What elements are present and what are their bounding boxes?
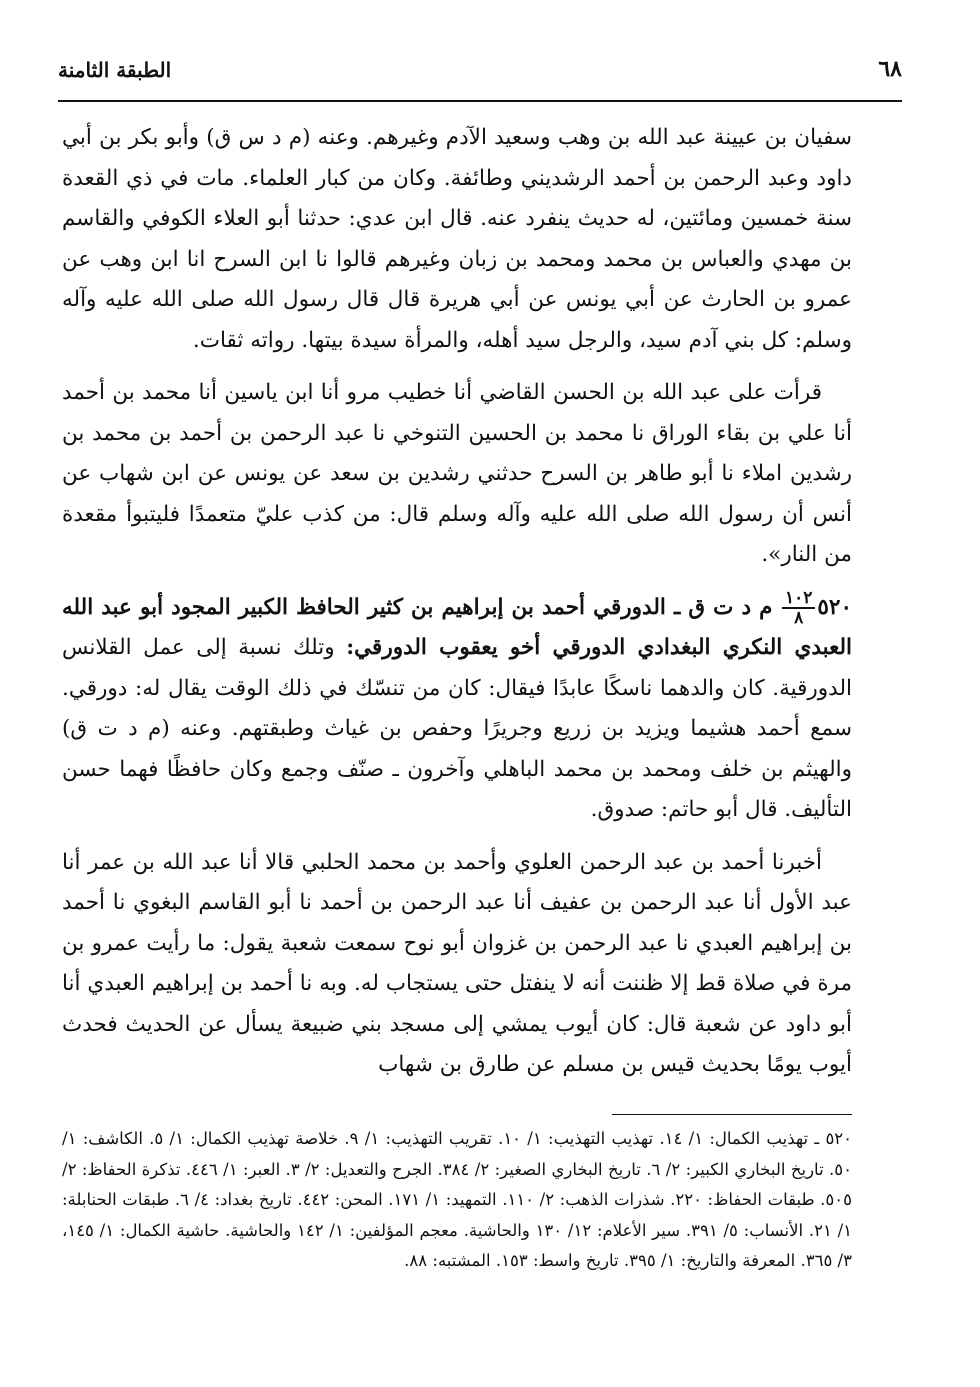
footnotes bbox=[62, 1124, 852, 1277]
page-number: ٦٨ bbox=[878, 56, 902, 82]
footnote-rule bbox=[612, 1114, 852, 1115]
main-text bbox=[62, 118, 852, 1098]
running-title: الطبقة الثامنة bbox=[58, 58, 172, 82]
paragraph-2: قرأت على عبد الله بن الحسن القاضي أنا خطيب مرو أنا ابن ياسين أنا محمد بن أحمد أنا علي بن بقاء الوراق نا محمد بن الحسين التنوخي نا عبد الرحمن بن أحمد بن محمد بن رشدين املاء نا أبو طاهر بن السرح حدثني رشدين بن سعد عن يونس عن ابن شهاب عن أنس أن رسول الله صلى الله عليه وآله وسلم قال: من كذب عليّ متعمدًا فليتبوأ مقعدة من النار». bbox=[62, 380, 852, 567]
entry-fraction bbox=[782, 589, 815, 627]
entry-heading: م د ت ق ـ الدورقي أحمد بن إبراهيم بن كثير الحافظ الكبير المجود أبو عبد الله العبدي النكري البغدادي الدورقي أخو يعقوب الدورقي: bbox=[62, 594, 852, 660]
page-header bbox=[58, 52, 902, 92]
entry-fraction-top: ١٠٢ bbox=[782, 589, 815, 609]
entry-number: ٥٢٠ bbox=[817, 594, 853, 620]
header-rule bbox=[58, 100, 902, 102]
entry-body: وتلك نسبة إلى عمل القلانس الدورقية. كان والدهما ناسكًا عابدًا فيقال: كان من تنسّك في ذلك الوقت يقال له: دورقي. سمع أحمد هشيما ويزيد بن زريع وجريرًا وحفص بن غياث وطبقتهم. وعنه (م د ت ق) والهيثم بن خلف ومحمد بن محمد الباهلي وآخرون ـ صنّف وجمع وكان حافظًا فهما حسن التأليف. قال أبو حاتم: صدوق. bbox=[62, 635, 852, 822]
paragraph-1: سفيان بن عيينة عبد الله بن وهب وسعيد الآدم وغيرهم. وعنه (م د س ق) وأبو بكر بن أبي داود وعبد الرحمن بن أحمد الرشديني وطائفة. وكان من كبار العلماء. مات في ذي القعدة سنة خمسين ومائتين، له حديث ينفرد عنه. قال ابن عدي: حدثنا أبو العلاء الكوفي والقاسم بن مهدي والعباس بن محمد ومحمد بن زبان وغيرهم قالوا نا ابن السرح انا ابن وهب عن عمرو بن الحارث عن أبي يونس عن أبي هريرة قال قال رسول الله صلى الله عليه وآله وسلم: كل بني آدم سيد، والرجل سيد أهله، والمرأة سيدة بيتها. رواته ثقات. bbox=[62, 125, 852, 353]
entry-520 bbox=[62, 588, 852, 831]
entry-fraction-bottom: ٨ bbox=[794, 607, 804, 628]
footnote-520: ٥٢٠ ـ تهذيب الكمال: ١/ ١٤. تهذيب التهذيب: ١/ ١٠. تقريب التهذيب: ١/ ٩. خلاصة تهذيب الكمال: ١/ ٥. الكاشف: ١/ ٥٠. تاريخ البخاري الكبير: ٢/ ٦. تاريخ البخاري الصغير: ٢/ ٣٨٤. الجرح والتعديل: ٢/ ٣. العبر: ١/ ٤٤٦. تذكرة الحفاظ: ٢/ ٥٠٥. طبقات الحفاظ: ٢٢٠. شذرات الذهب: ٢/ ١١٠. التمهيد: ١/ ١٧١. المحن: ٤٤٢. تاريخ بغداد: ٤/ ٦. طبقات الحنابلة: ١/ ٢١. الأنساب: ٥/ ٣٩١. سير الأعلام: ١٢/ ١٣٠ والحاشية. معجم المؤلفين: ١/ ١٤٢ والحاشية. حاشية الكمال: ١/ ١٤٥، ٣/ ٣٦٥. المعرفة والتاريخ: ١/ ٣٩٥. تاريخ واسط: ١٥٣. المشتبه: ٨٨. bbox=[62, 1129, 853, 1270]
paragraph-4: أخبرنا أحمد بن عبد الرحمن العلوي وأحمد بن محمد الحلبي قالا أنا عبد الله بن عمر أنا عبد الأول أنا عبد الرحمن بن عفيف أنا عبد الرحمن بن أحمد نا أبو القاسم البغوي نا أحمد بن إبراهيم العبدي نا عبد الرحمن بن غزوان أبو نوح سمعت شعبة يقول: ما رأيت عمرو بن مرة في صلاة قط إلا ظننت أنه لا ينفتل حتى يستجاب له. وبه نا أحمد بن إبراهيم العبدي أنا أبو داود عن شعبة قال: كان أيوب يمشي إلى مسجد بني ضبيعة يسأل عن الحديث فحدث أيوب يومًا بحديث قيس بن مسلم عن طارق بن شهاب bbox=[62, 849, 852, 1077]
